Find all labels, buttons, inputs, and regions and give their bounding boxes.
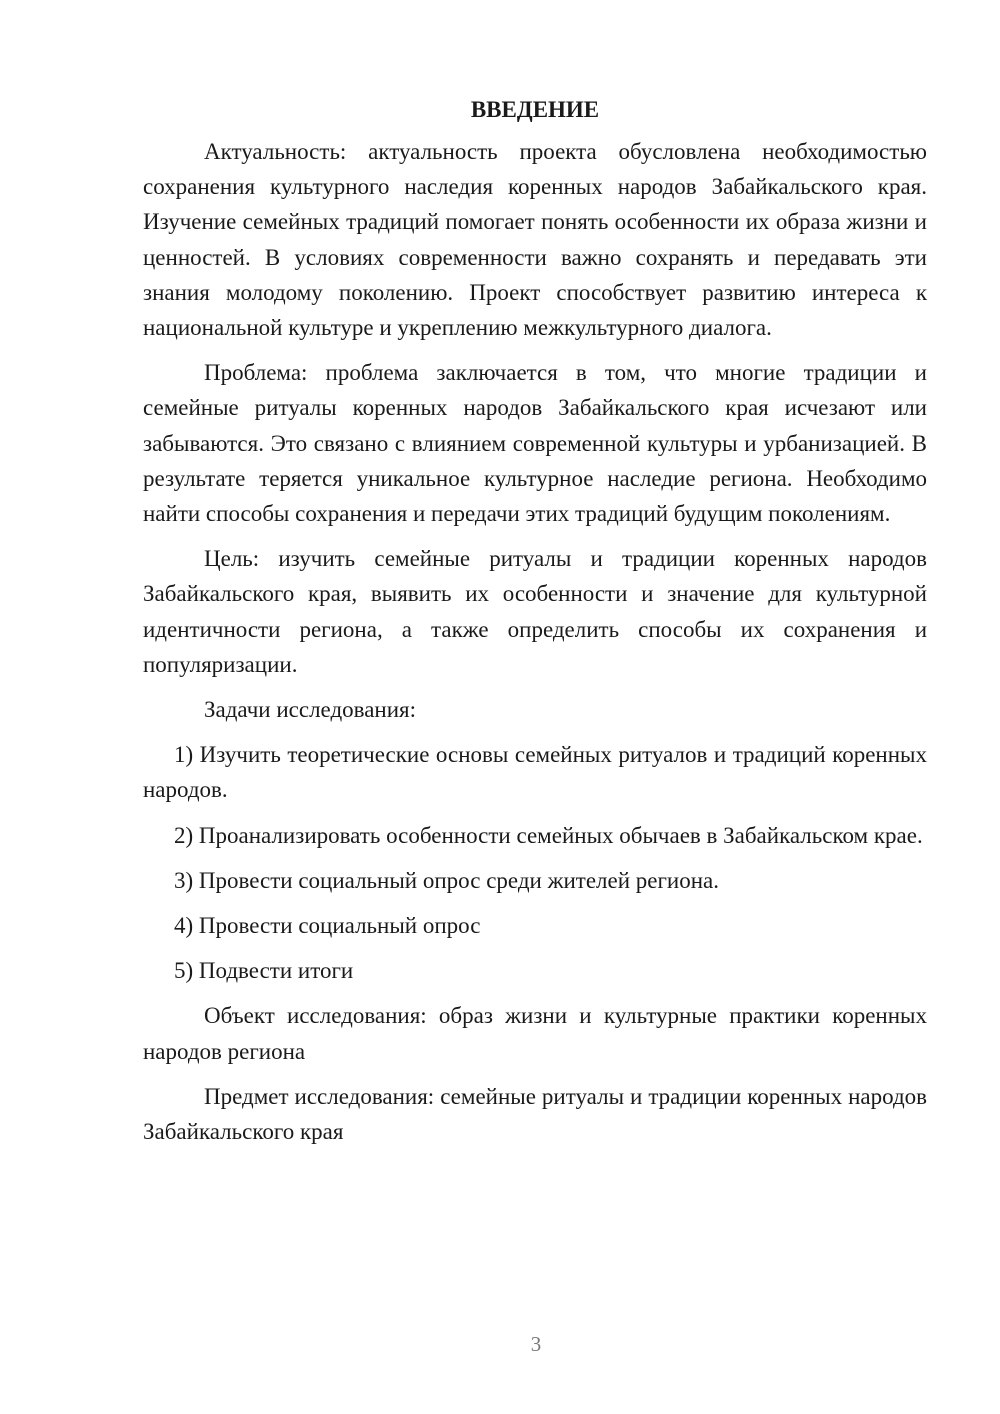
page-title: ВВЕДЕНИЕ: [470, 97, 600, 122]
relevance-paragraph: Актуальность: актуальность проекта обусловлена необходимостью сохранения культурного наследия коренных народов Забайкальского края. Изучение семейных традиций помогает понять особенности их образа жизни и ценностей. В условиях современности важно сохранять и передавать эти знания молодому поколению. Проект способствует развитию интереса к национальной культуре и укреплению межкультурного диалога.: [143, 139, 927, 341]
task-item-2: 2) Проанализировать особенности семейных обычаев в Забайкальском крае.: [174, 822, 923, 848]
research-object-paragraph: Объект исследования: образ жизни и культурные практики коренных народов региона: [143, 1003, 927, 1064]
problem-paragraph: Проблема: проблема заключается в том, что многие традиции и семейные ритуалы коренных народов Забайкальского края исчезают или забываются. Это связано с влиянием современной культуры и урбанизацией. В результате теряется уникальное культурное наследие региона. Необходимо найти способы сохранения и передачи этих традиций будущим поколениям.: [143, 360, 927, 527]
page-content: [143, 92, 927, 1149]
research-subject-paragraph: Предмет исследования: семейные ритуалы и традиции коренных народов Забайкальского края: [143, 1083, 927, 1145]
tasks-heading: Задачи исследования:: [204, 697, 417, 723]
task-item-4: 4) Провести социальный опрос: [174, 913, 481, 939]
task-item-5: 5) Подвести итоги: [174, 958, 354, 984]
task-item-1: 1) Изучить теоретические основы семейных ритуалов и традиций коренных народов.: [143, 742, 927, 803]
goal-paragraph: Цель: изучить семейные ритуалы и традиции коренных народов Забайкальского края, выявить их особенности и значение для культурной идентичности региона, а также определить способы их сохранения и популяризации.: [143, 546, 927, 677]
page-number: 3: [530, 1332, 542, 1356]
task-item-3: 3) Провести социальный опрос среди жителей региона.: [174, 867, 720, 893]
